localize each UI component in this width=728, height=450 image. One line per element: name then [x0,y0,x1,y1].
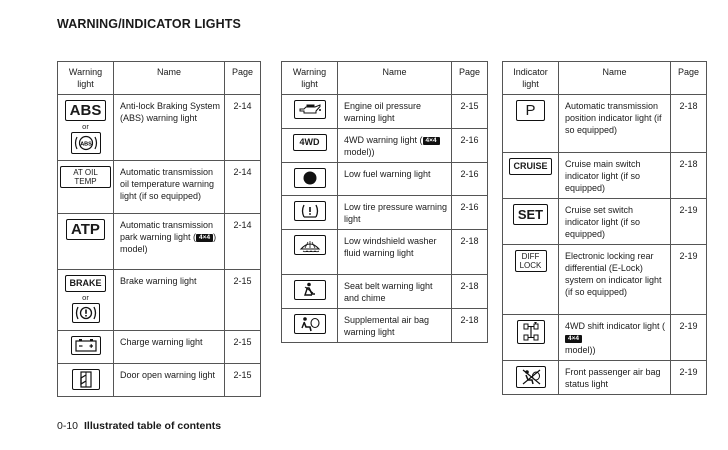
park-position-icon: P [516,100,544,121]
col-header-name: Name [338,62,452,95]
cruise-main-icon: CRUISE [509,158,551,175]
light-name: Engine oil pressure warning light [338,95,452,129]
page-ref: 2-15 [225,270,261,331]
page-ref: 2-18 [452,275,488,309]
abs-warning-icon: ABS [65,100,107,121]
4wd-warning-icon: 4WD [293,134,327,151]
low-tire-pressure-icon [294,201,326,221]
light-name: Seat belt warning light and chime [338,275,452,309]
light-name: Automatic transmission oil temperature warning light (if so equipped) [114,161,225,214]
table-row [282,275,488,309]
page-ref: 2-19 [671,245,707,315]
page-ref: 2-19 [671,199,707,245]
page-ref: 2-16 [452,196,488,230]
light-name: Low windshield washer fluid warning light [338,230,452,275]
page-ref: 2-18 [671,153,707,199]
battery-charge-icon [71,336,101,355]
light-name: Automatic transmission position indicator light (if so equipped) [559,95,671,153]
light-name: Door open warning light [114,364,225,397]
page-title: WARNING/INDICATOR LIGHTS [57,17,241,31]
light-name: Anti-lock Braking System (ABS) warning light [114,95,225,161]
abs-circle-icon [71,132,101,154]
light-name: Charge warning light [114,331,225,364]
col-header-name: Name [559,62,671,95]
brake-circle-icon [72,303,100,323]
table-row [58,331,261,364]
light-name: Low tire pressure warning light [338,196,452,230]
table-row [58,364,261,397]
table-header-row [58,62,261,95]
table-row [503,153,707,199]
page-ref: 2-16 [452,163,488,196]
cruise-set-icon: SET [513,204,548,225]
col-header-light: Indicator light [503,62,559,95]
col-header-page: Page [225,62,261,95]
table-row [58,95,261,161]
light-name: Brake warning light [114,270,225,331]
table-row [503,245,707,315]
light-name: 4WD shift indicator light (4×4 model)) [559,315,671,361]
section-title: Illustrated table of contents [84,420,222,432]
col-header-light: Warning light [58,62,114,95]
light-name: Automatic transmission park warning light ( 4×4 ) model) [114,214,225,270]
page-ref: 2-18 [452,230,488,275]
warning-lights-table-2 [281,61,488,343]
oil-can-icon [294,100,326,119]
diff-lock-icon: DIFF LOCK [515,250,547,272]
col-header-page: Page [671,62,707,95]
indicator-lights-table [502,61,707,395]
table-row [503,361,707,395]
table-row [282,95,488,129]
table-row [58,270,261,331]
atp-warning-icon: ATP [66,219,105,240]
4wd-shift-icon [517,320,545,344]
table-row [282,163,488,196]
page-ref: 2-15 [225,364,261,397]
table-row [503,315,707,361]
page-ref: 2-19 [671,361,707,395]
at-oil-temp-warning-icon [60,166,111,188]
airbag-icon [294,314,326,334]
table-row [282,309,488,343]
table-header-row [282,62,488,95]
table-header-row [503,62,707,95]
4x4-badge-icon: 4×4 [423,137,440,145]
passenger-airbag-status-icon [516,366,546,388]
page-ref: 2-14 [225,95,261,161]
door-open-icon [72,369,100,390]
washer-fluid-icon [294,235,326,255]
4x4-badge-icon: 4×4 [565,335,582,343]
table-row [503,95,707,153]
page-ref: 2-19 [671,315,707,361]
page-ref: 2-14 [225,161,261,214]
low-fuel-icon [294,168,326,188]
warning-lights-table-1 [57,61,261,397]
table-row [58,214,261,270]
icon-label: AT OIL TEMP [73,168,98,186]
table-row [282,129,488,163]
page-ref: 2-14 [225,214,261,270]
col-header-name: Name [114,62,225,95]
light-name: 4WD warning light ( 4×4 model)) [338,129,452,163]
svg-text:ABS: ABS [79,141,92,148]
table-row [58,161,261,214]
page-ref: 2-18 [671,95,707,153]
table-row [503,199,707,245]
light-name: Front passenger air bag status light [559,361,671,395]
page-ref: 2-16 [452,129,488,163]
light-name: Cruise set switch indicator light (if so equipped) [559,199,671,245]
col-header-light: Warning light [282,62,338,95]
page-ref: 2-15 [225,331,261,364]
page-ref: 2-15 [452,95,488,129]
table-row [282,230,488,275]
light-name: Supplemental air bag warning light [338,309,452,343]
seat-belt-icon [294,280,326,300]
table-row [282,196,488,230]
or-label: or [82,122,89,131]
light-name: Electronic locking rear differential (E-Lock) system on indicator light (if so equipped) [559,245,671,315]
brake-warning-icon: BRAKE [65,275,105,292]
page-number: 0-10 [57,420,79,432]
page-footer [57,420,221,432]
light-name: Cruise main switch indicator light (if so equipped) [559,153,671,199]
4x4-badge-icon: 4×4 [196,234,213,242]
or-label: or [82,293,89,302]
light-name: Low fuel warning light [338,163,452,196]
page-ref: 2-18 [452,309,488,343]
col-header-page: Page [452,62,488,95]
